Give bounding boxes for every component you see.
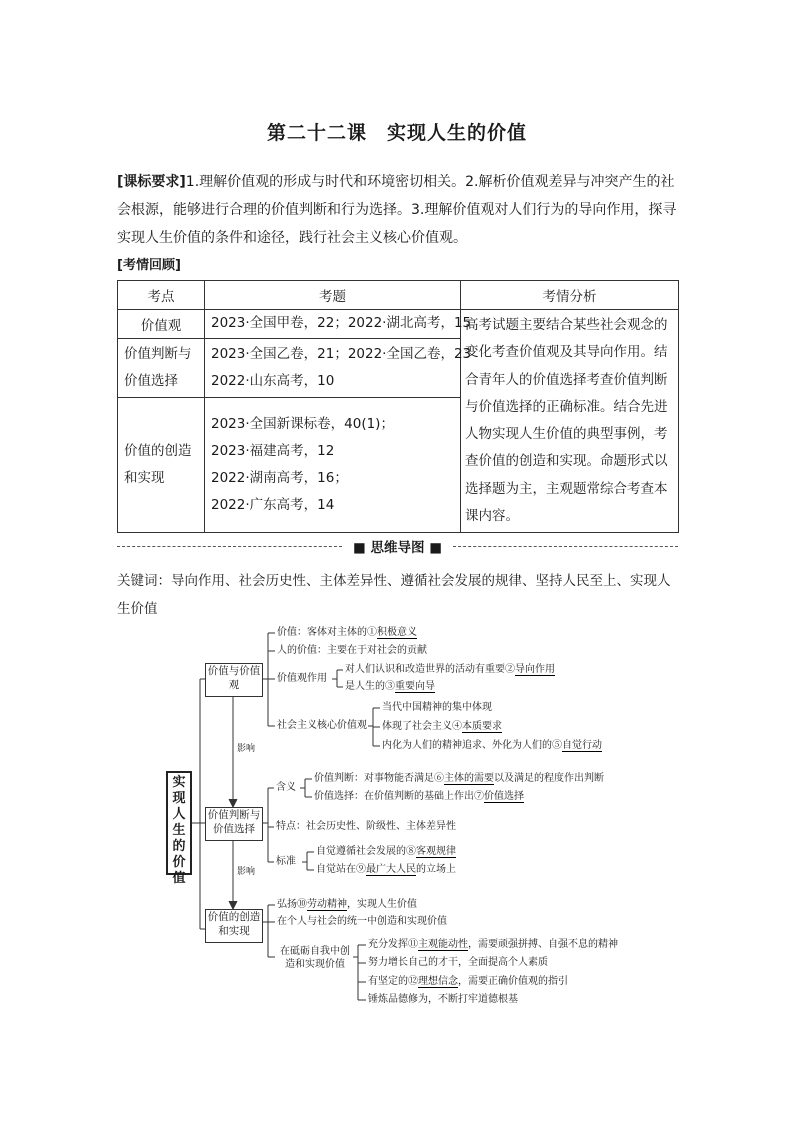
node-standard-2: 自觉站在⑨最广大人民的立场上 [316,864,456,875]
node-judgment: 价值判断：对事物能否满足⑥主体的需要以及满足的程度作出判断 [314,773,604,784]
node-self-3: 有坚定的⑫理想信念，需要正确价值观的指引 [368,976,568,987]
header-point: 考点 [118,281,205,310]
influence-label: 影响 [237,867,256,877]
review-label: [考情回顾] [117,258,181,273]
question-item: 2022·湖南高考，16； [211,470,348,487]
node-traits: 特点：社会历史性、阶级性、主体差异性 [276,821,456,832]
blank-10: 劳动精神 [307,899,347,910]
node-self-1: 充分发挥⑪主观能动性，需要顽强拼搏、自强不息的精神 [368,939,618,950]
blank-6: 主体的需要 [444,773,494,784]
question-item: 2023·全国乙卷，21；2022·全国乙卷，23 [211,345,472,362]
mindmap-root: 实现人生的价值 [166,771,192,875]
branch-value-and-values: 价值与价值观 [205,663,263,697]
blank-2: 导向作用 [515,664,555,675]
blank-12: 理想信念 [418,976,458,987]
node-role-guidance: 对人们认识和改造世界的活动有重要②导向作用 [345,664,555,675]
blank-4: 本质要求 [462,721,502,732]
header-questions: 考题 [205,281,461,310]
node-core-3: 内化为人们的精神追求、外化为人们的⑤自觉行动 [382,740,602,751]
node-self-tempering: 在砥砺自我中创造和实现价值 [280,946,350,970]
section-heading: ■ 思维导图 ■ [347,540,448,556]
node-core-2: 体现了社会主义④本质要求 [382,721,502,732]
requirements-text: 1.理解价值观的形成与时代和环境密切相关。2.解析价值观差异与冲突产生的社会根源，能够进行合理的价值判断和行为选择。3.理解价值观对人们行为的导向作用，探寻实现人生价值的条件和途径，践行社会主义核心价值观。 [117,174,677,246]
blank-5: 自觉行动 [562,740,602,751]
row-point: 价值的创造和实现 [118,397,205,532]
question-item: 2022·广东高考，14 [211,497,335,514]
node-meaning: 含义 [276,782,296,793]
node-core-1: 当代中国精神的集中体现 [382,702,492,713]
node-life-value: 人的价值：主要在于对社会的贡献 [277,645,427,656]
node-core-values: 社会主义核心价值观 [277,720,367,731]
blank-7: 价值选择 [484,791,524,802]
node-choice: 价值选择：在价值判断的基础上作出⑦价值选择 [314,791,524,802]
blank-1: 积极意义 [377,627,417,638]
node-values-role: 价值观作用 [277,673,327,684]
node-standard-1: 自觉遵循社会发展的⑧客观规律 [316,846,456,857]
node-self-2: 努力增长自己的才干，全面提高个人素质 [368,957,548,968]
analysis-cell: 高考试题主要结合某些社会观念的变化考查价值观及其导向作用。结合青年人的价值选择考查价值判断与价值选择的正确标准。结合先进人物实现人生价值的典型事例，考查价值的创造和实现。命题形式以选择题为主，主观题常综合考查本课内容。 [461,310,679,533]
keywords: 关键词：导向作用、社会历史性、主体差异性、遵循社会发展的规律、坚持人民至上、实现人生价值 [117,573,671,617]
node-role-life-guide: 是人生的③重要向导 [345,681,435,692]
question-item: 2023·福建高考，12 [211,443,335,460]
branch-judgment-and-choice: 价值判断与价值选择 [205,807,263,841]
node-standard: 标准 [276,856,296,867]
page-title: 第二十二课 实现人生的价值 [266,122,527,144]
blank-9: 最广大人民 [366,864,416,875]
node-self-4: 锤炼品德修为，不断打牢道德根基 [368,994,518,1005]
blank-11: 主观能动性 [418,939,468,950]
branch-creation-and-realization: 价值的创造和实现 [205,909,263,943]
requirements-label: [课标要求] [117,174,186,190]
node-labor-spirit: 弘扬⑩劳动精神，实现人生价值 [277,899,417,910]
header-analysis: 考情分析 [461,281,679,310]
question-item: 2023·全国甲卷，22；2022·湖北高考，15 [211,315,472,332]
node-value-definition: 价值：客体对主体的①积极意义 [277,627,417,638]
question-item: 2023·全国新课标卷，40(1)； [211,416,394,433]
blank-3: 重要向导 [395,681,435,692]
row-point: 价值观 [118,310,205,339]
influence-label: 影响 [237,744,256,754]
row-point: 价值判断与价值选择 [118,338,205,397]
blank-8: 客观规律 [416,846,456,857]
node-unity: 在个人与社会的统一中创造和实现价值 [277,916,447,927]
question-item: 2022·山东高考，10 [211,372,335,389]
